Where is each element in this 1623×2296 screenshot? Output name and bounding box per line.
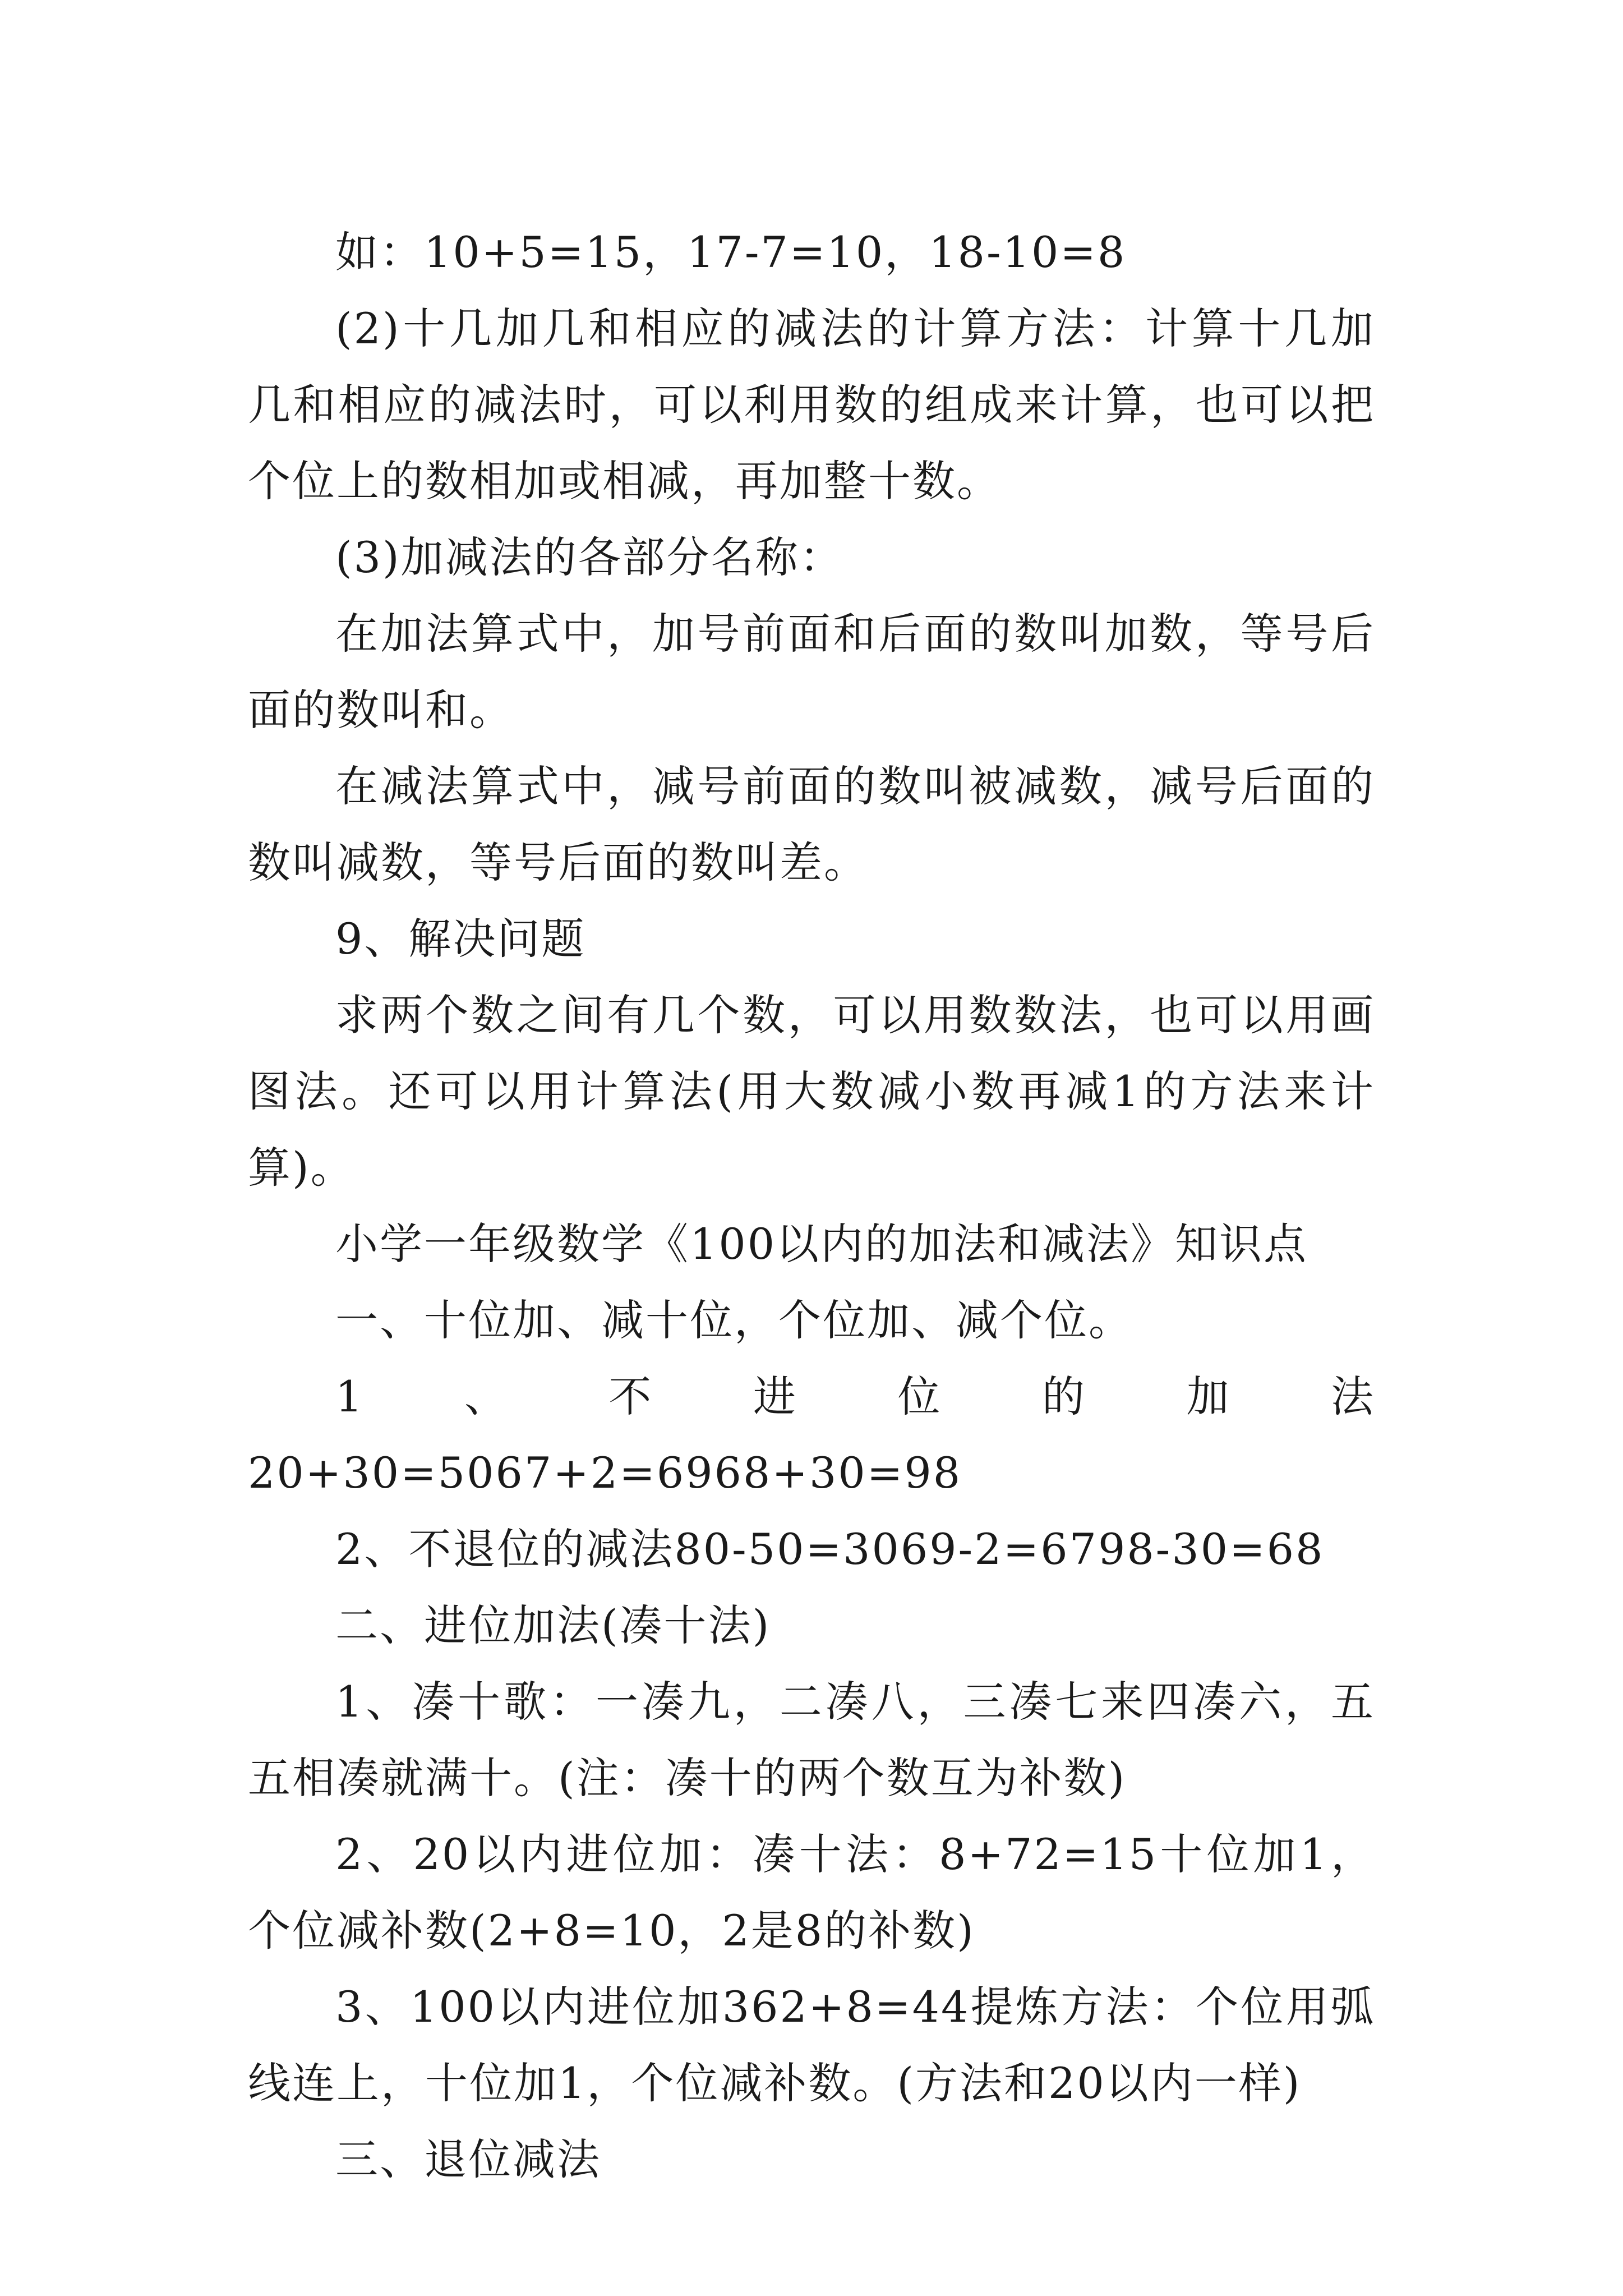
paragraph-carry-within-20: 2、20以内进位加：凑十法：8+72=15十位加1，个位减补数(2+8=10，2是8的补数) xyxy=(248,1829,1375,1955)
paragraph-part-names-heading: (3)加减法的各部分名称： xyxy=(335,532,844,582)
section-heading-carry-addition: 二、进位加法(凑十法) xyxy=(335,1600,771,1650)
paragraph-counting-between: 求两个数之间有几个数，可以用数数法，也可以用画图法。还可以用计算法(用大数减小数再减1的方法来计算)。 xyxy=(248,990,1375,1193)
paragraph-carry-within-100: 3、100以内进位加362+8=44提炼方法：个位用弧线连上，十位加1，个位减补数。(方法和20以内一样) xyxy=(248,1982,1375,2108)
paragraph-subtraction-terms: 在减法算式中，减号前面的数叫被减数，减号后面的数叫减数，等号后面的数叫差。 xyxy=(248,761,1375,887)
section-heading-borrow-subtraction: 三、退位减法 xyxy=(335,2134,601,2184)
paragraph-addition-terms: 在加法算式中，加号前面和后面的数叫加数，等号后面的数叫和。 xyxy=(248,609,1375,735)
paragraph-no-borrow-subtraction: 2、不退位的减法80-50=3069-2=6798-30=68 xyxy=(335,1524,1325,1574)
section-heading-problem-solving: 9、解决问题 xyxy=(335,914,586,964)
paragraph-example-sums: 如：10+5=15，17-7=10，18-10=8 xyxy=(335,227,1127,277)
paragraph-teen-plus-method: (2)十几加几和相应的减法的计算方法：计算十几加几和相应的减法时，可以利用数的组成来计算，也可以把个位上的数相加或相减，再加整十数。 xyxy=(248,303,1375,506)
paragraph-tens-ones-rule: 一、十位加、减十位，个位加、减个位。 xyxy=(335,1295,1133,1345)
paragraph-make-ten-song: 1、凑十歌：一凑九，二凑八，三凑七来四凑六，五五相凑就满十。(注：凑十的两个数互为补数) xyxy=(248,1677,1375,1803)
paragraph-no-carry-addition: 1、不进位的加法20+30=5067+2=6968+30=98 xyxy=(248,1372,1375,1498)
section-heading-within-100: 小学一年级数学《100以内的加法和减法》知识点 xyxy=(335,1219,1308,1269)
document-body xyxy=(248,214,1375,2198)
